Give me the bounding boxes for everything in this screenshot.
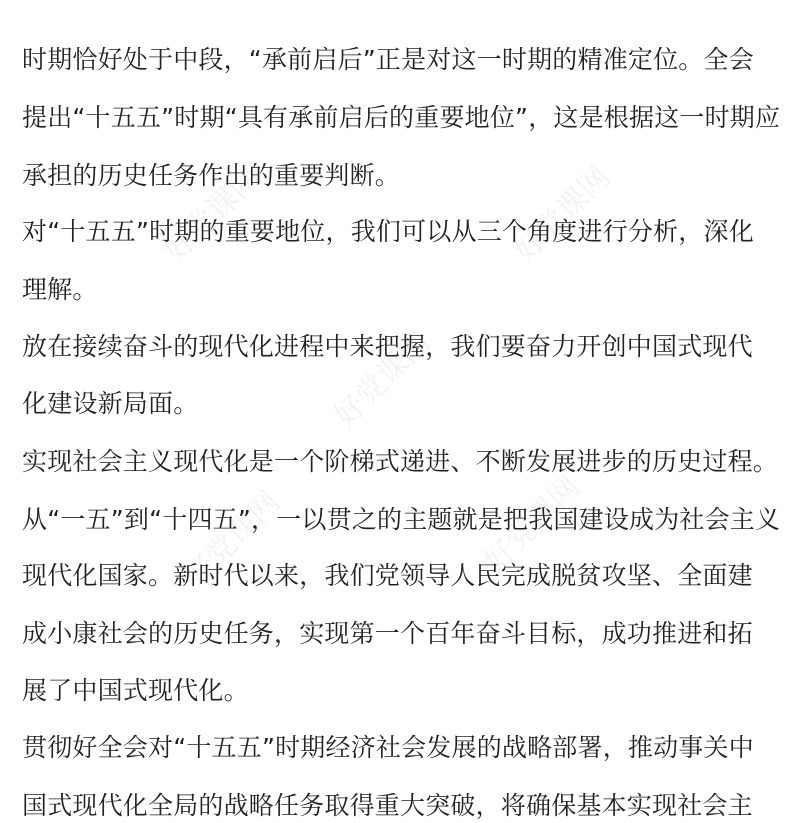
- text-line-10: 现代化国家。新时代以来，我们党领导人民完成脱贫攻坚、全面建: [22, 561, 753, 590]
- watermark-2: 好党课网: [507, 159, 618, 270]
- text-line-6: 放在接续奋斗的现代化进程中来把握，我们要奋力开创中国式现代: [22, 332, 753, 361]
- watermark-4: 好党课网: [177, 484, 288, 595]
- text-line-7: 化建设新局面。: [22, 389, 199, 418]
- text-line-4: 对“十五五”时期的重要地位，我们可以从三个角度进行分析，深化: [22, 217, 754, 246]
- watermark-3: 好党课网: [327, 324, 438, 435]
- watermark-1: 好党课网: [157, 159, 268, 270]
- text-line-13: 贯彻好全会对“十五五”时期经济社会发展的战略部署，推动事关中: [22, 733, 754, 762]
- text-line-1: 时期恰好处于中段，“承前启后”正是对这一时期的精准定位。全会: [22, 45, 754, 74]
- text-line-12: 展了中国式现代化。: [22, 676, 249, 705]
- text-line-3: 承担的历史任务作出的重要判断。: [22, 161, 401, 190]
- text-line-8: 实现社会主义现代化是一个阶梯式递进、不断发展进步的历史过程。: [22, 447, 779, 476]
- text-line-2: 提出“十五五”时期“具有承前启后的重要地位”，这是根据这一时期应: [22, 103, 781, 132]
- text-line-14: 国式现代化全局的战略任务取得重大突破，将确保基本实现社会主: [22, 791, 753, 820]
- text-line-9: 从“一五”到“十四五”，一以贯之的主题就是把我国建设成为社会主义: [22, 505, 781, 534]
- text-line-5: 理解。: [22, 275, 98, 304]
- watermark-5: 好党课网: [477, 469, 588, 580]
- text-line-11: 成小康社会的历史任务，实现第一个百年奋斗目标，成功推进和拓: [22, 619, 753, 648]
